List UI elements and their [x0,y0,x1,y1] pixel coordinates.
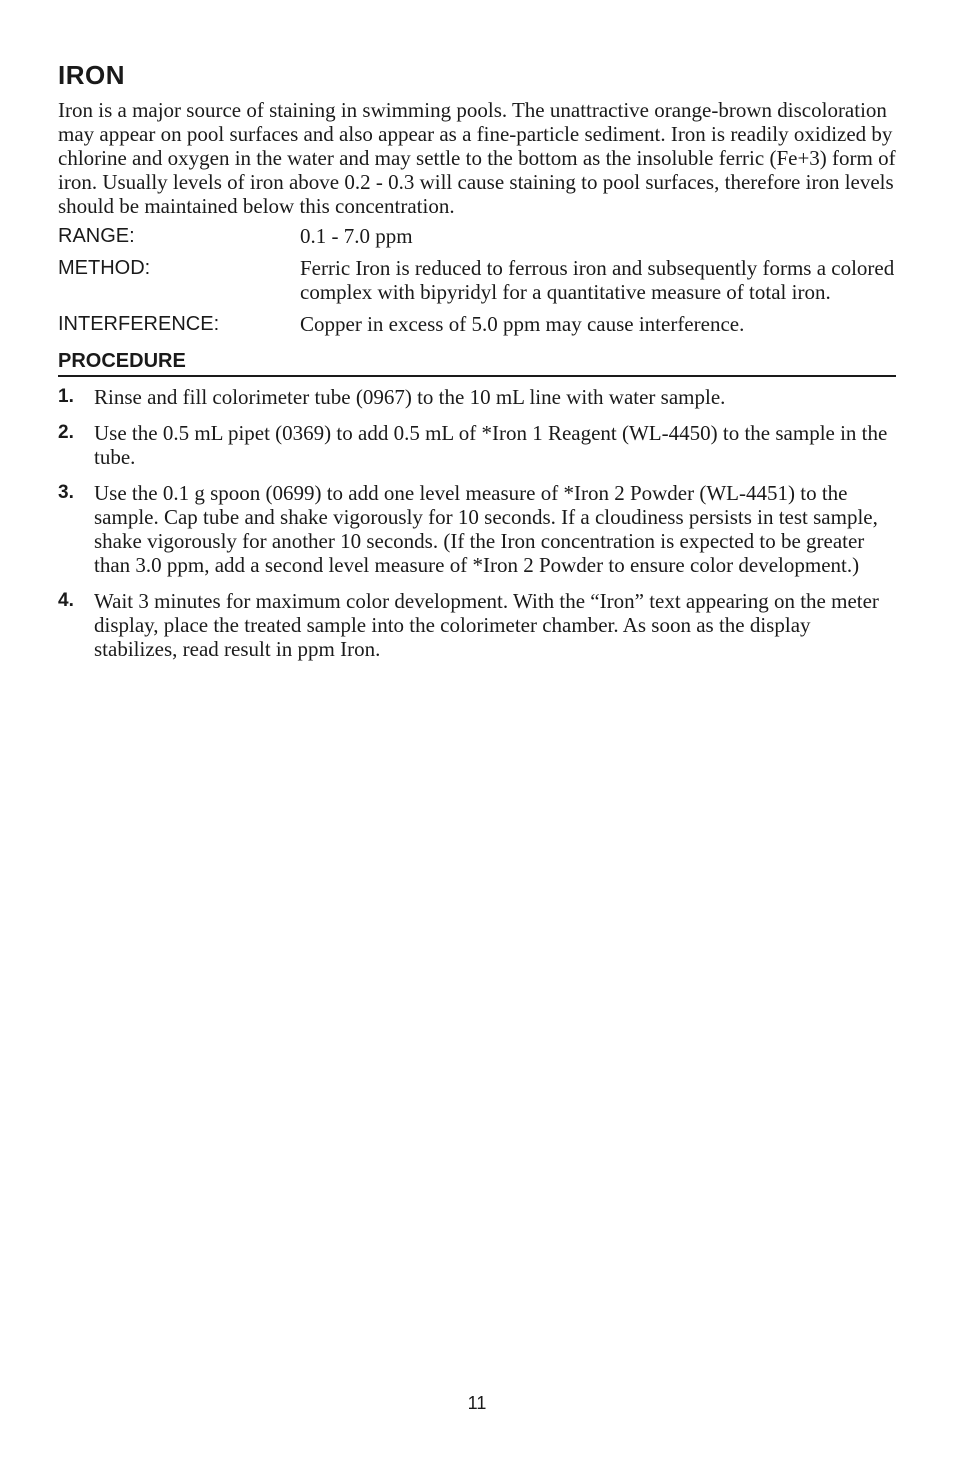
procedure-step [58,481,896,577]
step-text: Use the 0.1 g spoon (0699) to add one level measure of *Iron 2 Powder (WL-4451) to the sample. Cap tube and shake vigorously for 10 seconds. If a cloudiness persists in test sample, shake vigorously for another 10 seconds. (If the Iron concentration is expected to be greater than 3.0 ppm, add a second level measure of *Iron 2 Powder to ensure color development.) [94,481,878,577]
spec-value: 0.1 - 7.0 ppm [300,224,413,248]
spec-row-interference [58,312,896,336]
step-text: Rinse and fill colorimeter tube (0967) to the 10 mL line with water sample. [94,385,726,409]
spec-row-method [58,256,896,304]
procedure-step [58,385,896,409]
section-title: IRON [58,60,125,90]
spec-label: METHOD: [58,257,151,279]
procedure-step [58,421,896,469]
spec-value: Ferric Iron is reduced to ferrous iron and subsequently forms a colored complex with bipyridyl for a quantitative measure of total iron. [300,256,895,304]
spec-row-range [58,224,896,248]
step-number: 2. [58,422,74,443]
procedure-heading: PROCEDURE [58,348,896,377]
step-number: 3. [58,482,74,503]
spec-value: Copper in excess of 5.0 ppm may cause interference. [300,312,745,336]
step-text: Use the 0.5 mL pipet (0369) to add 0.5 mL of *Iron 1 Reagent (WL-4450) to the sample in the tube. [94,421,888,469]
step-text: Wait 3 minutes for maximum color development. With the “Iron” text appearing on the meter display, place the treated sample into the colorimeter chamber. As soon as the display stabilizes, read result in ppm Iron. [94,589,879,661]
spec-label: INTERFERENCE: [58,313,220,335]
intro-paragraph: Iron is a major source of staining in swimming pools. The unattractive orange-brown discoloration may appear on pool surfaces and also appear as a fine-particle sediment. Iron is readily oxidized by chlorine and oxygen in the water and may settle to the bottom as the insoluble ferric (Fe+3) form of iron. Usually levels of iron above 0.2 - 0.3 will cause staining to pool surfaces, therefore iron levels should be maintained below this concentration. [58,98,896,218]
document-page [58,58,896,661]
procedure-step [58,589,896,661]
step-number: 1. [58,386,74,407]
page-number: 11 [467,1393,487,1413]
spec-label: RANGE: [58,225,135,247]
procedure-steps [58,385,896,661]
step-number: 4. [58,590,74,611]
